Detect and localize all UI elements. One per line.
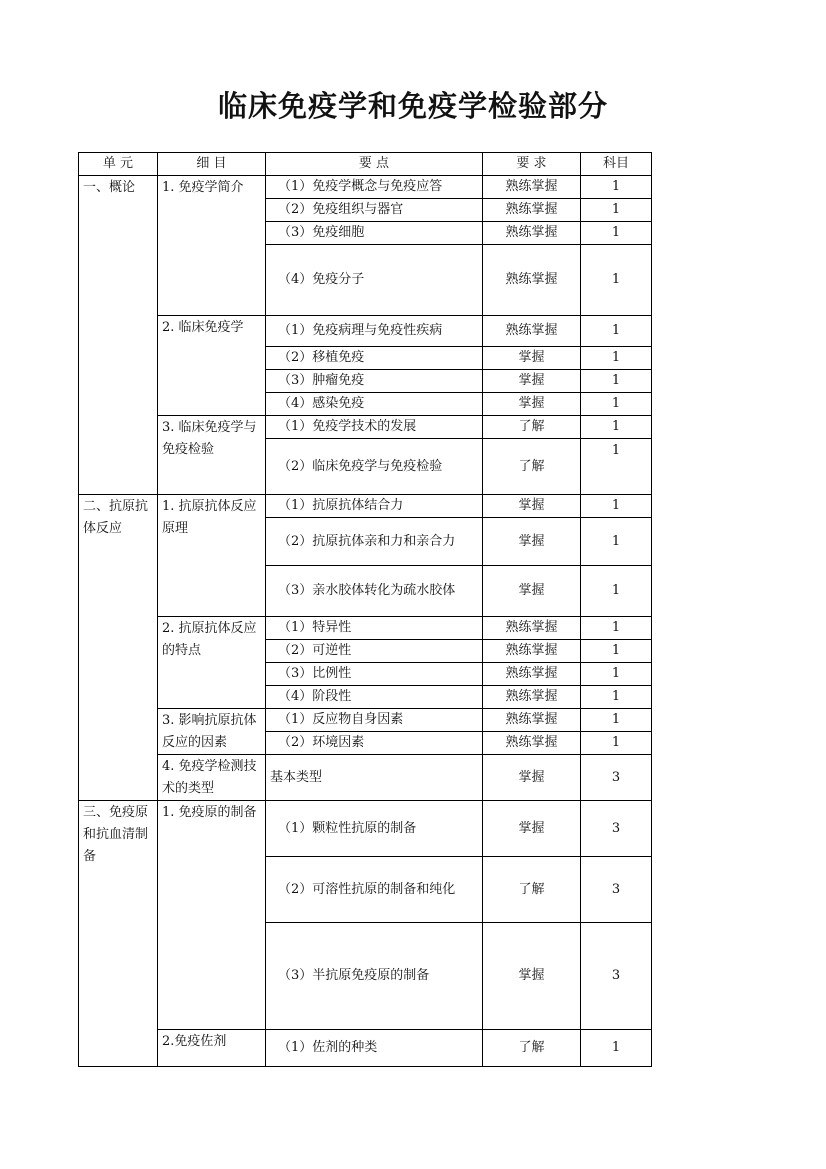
table-row bbox=[79, 617, 652, 640]
requirement-cell: 熟练掌握 bbox=[483, 640, 581, 663]
item-cell: 2. 临床免疫学 bbox=[158, 316, 266, 416]
requirement-cell: 掌握 bbox=[483, 495, 581, 518]
requirement-cell: 熟练掌握 bbox=[483, 222, 581, 245]
point-cell: （4）免疫分子 bbox=[266, 245, 483, 316]
header-row bbox=[79, 153, 652, 176]
requirement-cell: 掌握 bbox=[483, 566, 581, 617]
item-cell: 2.免疫佐剂 bbox=[158, 1030, 266, 1067]
subject-cell: 3 bbox=[581, 857, 652, 923]
header-subject: 科目 bbox=[581, 153, 652, 176]
point-cell: （3）肿瘤免疫 bbox=[266, 370, 483, 393]
header-item: 细 目 bbox=[158, 153, 266, 176]
point-cell: （4）阶段性 bbox=[266, 686, 483, 709]
point-cell: （2）抗原抗体亲和力和亲合力 bbox=[266, 518, 483, 566]
point-cell: （1）免疫学概念与免疫应答 bbox=[266, 176, 483, 199]
subject-cell: 1 bbox=[581, 393, 652, 416]
point-cell: （2）环境因素 bbox=[266, 732, 483, 755]
table-row bbox=[79, 316, 652, 347]
subject-cell: 1 bbox=[581, 347, 652, 370]
requirement-cell: 掌握 bbox=[483, 801, 581, 857]
requirement-cell: 熟练掌握 bbox=[483, 245, 581, 316]
subject-cell: 1 bbox=[581, 439, 652, 495]
unit-cell: 二、抗原抗体反应 bbox=[79, 495, 158, 801]
subject-cell: 3 bbox=[581, 801, 652, 857]
item-cell: 3. 影响抗原抗体反应的因素 bbox=[158, 709, 266, 755]
requirement-cell: 掌握 bbox=[483, 518, 581, 566]
requirement-cell: 掌握 bbox=[483, 923, 581, 1030]
table-row bbox=[79, 709, 652, 732]
subject-cell: 1 bbox=[581, 617, 652, 640]
table-row bbox=[79, 801, 652, 857]
table-row bbox=[79, 416, 652, 439]
point-cell: （1）免疫病理与免疫性疾病 bbox=[266, 316, 483, 347]
header-requirement: 要 求 bbox=[483, 153, 581, 176]
point-cell: （3）亲水胶体转化为疏水胶体 bbox=[266, 566, 483, 617]
subject-cell: 1 bbox=[581, 176, 652, 199]
requirement-cell: 熟练掌握 bbox=[483, 176, 581, 199]
subject-cell: 1 bbox=[581, 370, 652, 393]
requirement-cell: 熟练掌握 bbox=[483, 686, 581, 709]
requirement-cell: 熟练掌握 bbox=[483, 199, 581, 222]
subject-cell: 1 bbox=[581, 732, 652, 755]
requirement-cell: 了解 bbox=[483, 439, 581, 495]
subject-cell: 1 bbox=[581, 416, 652, 439]
point-cell: （2）临床免疫学与免疫检验 bbox=[266, 439, 483, 495]
requirement-cell: 了解 bbox=[483, 857, 581, 923]
unit-cell: 三、免疫原和抗血清制备 bbox=[79, 801, 158, 1067]
requirement-cell: 了解 bbox=[483, 416, 581, 439]
requirement-cell: 熟练掌握 bbox=[483, 663, 581, 686]
syllabus-table bbox=[78, 152, 652, 1067]
point-cell: （4）感染免疫 bbox=[266, 393, 483, 416]
table-row bbox=[79, 495, 652, 518]
point-cell: （3）比例性 bbox=[266, 663, 483, 686]
requirement-cell: 掌握 bbox=[483, 755, 581, 801]
item-cell: 4. 免疫学检测技术的类型 bbox=[158, 755, 266, 801]
point-cell: （1）颗粒性抗原的制备 bbox=[266, 801, 483, 857]
subject-cell: 1 bbox=[581, 316, 652, 347]
subject-cell: 1 bbox=[581, 566, 652, 617]
table-row bbox=[79, 755, 652, 801]
subject-cell: 1 bbox=[581, 709, 652, 732]
requirement-cell: 掌握 bbox=[483, 393, 581, 416]
point-cell: 基本类型 bbox=[266, 755, 483, 801]
requirement-cell: 掌握 bbox=[483, 347, 581, 370]
item-cell: 1. 免疫学简介 bbox=[158, 176, 266, 316]
subject-cell: 1 bbox=[581, 245, 652, 316]
page-title: 临床免疫学和免疫学检验部分 bbox=[217, 89, 608, 123]
point-cell: （2）可逆性 bbox=[266, 640, 483, 663]
subject-cell: 1 bbox=[581, 518, 652, 566]
item-cell: 1. 免疫原的制备 bbox=[158, 801, 266, 1030]
table-row bbox=[79, 176, 652, 199]
item-cell: 3. 临床免疫学与免疫检验 bbox=[158, 416, 266, 495]
header-unit: 单 元 bbox=[79, 153, 158, 176]
unit-cell: 一、概论 bbox=[79, 176, 158, 495]
subject-cell: 1 bbox=[581, 222, 652, 245]
requirement-cell: 熟练掌握 bbox=[483, 709, 581, 732]
subject-cell: 3 bbox=[581, 923, 652, 1030]
point-cell: （3）半抗原免疫原的制备 bbox=[266, 923, 483, 1030]
requirement-cell: 熟练掌握 bbox=[483, 316, 581, 347]
point-cell: （2）移植免疫 bbox=[266, 347, 483, 370]
point-cell: （2）可溶性抗原的制备和纯化 bbox=[266, 857, 483, 923]
point-cell: （1）特异性 bbox=[266, 617, 483, 640]
point-cell: （3）免疫细胞 bbox=[266, 222, 483, 245]
point-cell: （1）反应物自身因素 bbox=[266, 709, 483, 732]
subject-cell: 1 bbox=[581, 199, 652, 222]
requirement-cell: 熟练掌握 bbox=[483, 732, 581, 755]
point-cell: （2）免疫组织与器官 bbox=[266, 199, 483, 222]
subject-cell: 1 bbox=[581, 495, 652, 518]
subject-cell: 1 bbox=[581, 640, 652, 663]
header-point: 要 点 bbox=[266, 153, 483, 176]
subject-cell: 1 bbox=[581, 686, 652, 709]
requirement-cell: 熟练掌握 bbox=[483, 617, 581, 640]
requirement-cell: 掌握 bbox=[483, 370, 581, 393]
point-cell: （1）佐剂的种类 bbox=[266, 1030, 483, 1067]
subject-cell: 3 bbox=[581, 755, 652, 801]
requirement-cell: 了解 bbox=[483, 1030, 581, 1067]
item-cell: 2. 抗原抗体反应的特点 bbox=[158, 617, 266, 709]
item-cell: 1. 抗原抗体反应原理 bbox=[158, 495, 266, 617]
point-cell: （1）抗原抗体结合力 bbox=[266, 495, 483, 518]
table-row bbox=[79, 1030, 652, 1067]
subject-cell: 1 bbox=[581, 663, 652, 686]
subject-cell: 1 bbox=[581, 1030, 652, 1067]
point-cell: （1）免疫学技术的发展 bbox=[266, 416, 483, 439]
